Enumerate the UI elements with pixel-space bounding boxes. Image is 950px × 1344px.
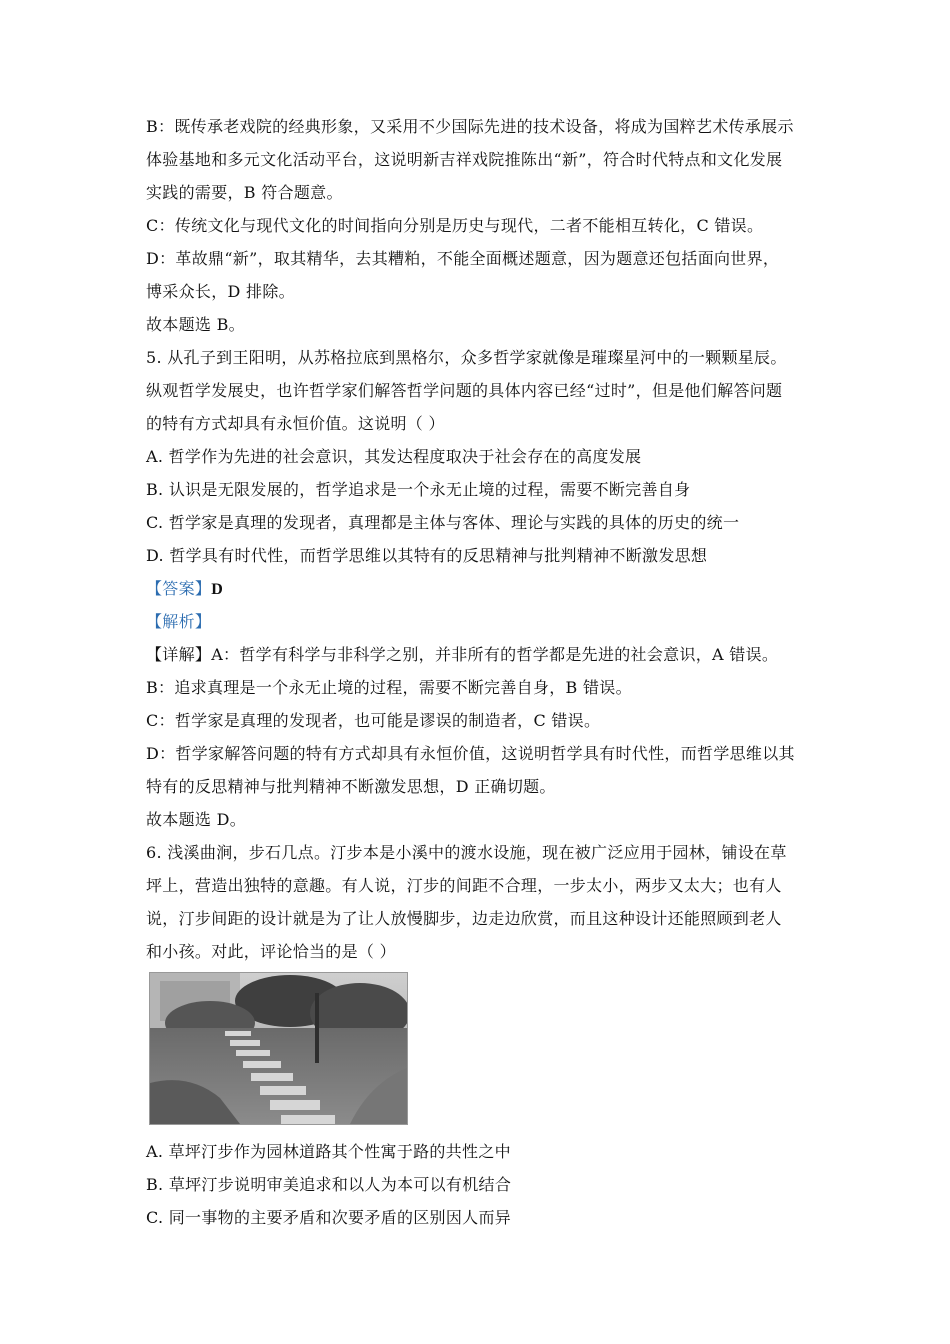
analysis-option-b-cont: 体验基地和多元文化活动平台，这说明新吉祥戏院推陈出“新”，符合时代特点和文化发展 — [146, 150, 783, 169]
question-5-stem-cont: 纵观哲学发展史，也许哲学家们解答哲学问题的具体内容已经“过时”，但是他们解答问题 — [146, 381, 783, 400]
q5-choice-d: D. 哲学具有时代性，而哲学思维以其特有的反思精神与批判精神不断激发思想 — [146, 546, 708, 565]
stepping-stones-photo — [149, 972, 408, 1125]
q5-choice-b: B. 认识是无限发展的，哲学追求是一个永无止境的过程，需要不断完善自身 — [146, 480, 691, 499]
analysis-option-d-end: 博采众长，D 排除。 — [146, 282, 295, 301]
q5-choice-c: C. 哲学家是真理的发现者，真理都是主体与客体、理论与实践的具体的历史的统一 — [146, 513, 740, 532]
answer-value: D — [211, 581, 224, 598]
question-5-stem: 5. 从孔子到王阳明，从苏格拉底到黑格尔，众多哲学家就像是璀璨星河中的一颗颗星辰。 — [146, 348, 787, 367]
q6-choice-b: B. 草坪汀步说明审美追求和以人为本可以有机结合 — [146, 1175, 512, 1194]
analysis-option-b-end: 实践的需要，B 符合题意。 — [146, 183, 343, 202]
conclusion-q5: 故本题选 D。 — [146, 810, 247, 829]
answer-tag: 【答案】 — [146, 579, 212, 598]
question-5-stem-end: 的特有方式却具有永恒价值。这说明（ ） — [146, 414, 445, 433]
answer-line — [146, 579, 223, 600]
analysis-option-c: C：传统文化与现代文化的时间指向分别是历史与现代，二者不能相互转化，C 错误。 — [146, 216, 764, 235]
question-6-stem-cont: 坪上，营造出独特的意趣。有人说，汀步的间距不合理，一步太小，两步又太大；也有人 — [146, 876, 782, 895]
analysis-option-b: B：既传承老戏院的经典形象，又采用不少国际先进的技术设备，将成为国粹艺术传承展示 — [146, 117, 794, 136]
explanation-line — [146, 612, 211, 632]
q5-choice-a: A. 哲学作为先进的社会意识，其发达程度取决于社会存在的高度发展 — [146, 447, 642, 466]
q6-choice-a: A. 草坪汀步作为园林道路其个性寓于路的共性之中 — [146, 1142, 511, 1161]
detail-option-c: C：哲学家是真理的发现者，也可能是谬误的制造者，C 错误。 — [146, 711, 601, 730]
question-6-stem-end: 和小孩。对此，评论恰当的是（ ） — [146, 942, 396, 961]
detail-option-d-end: 特有的反思精神与批判精神不断激发思想，D 正确切题。 — [146, 777, 556, 796]
question-6-stem: 6. 浅溪曲涧，步石几点。汀步本是小溪中的渡水设施，现在被广泛应用于园林，铺设在草 — [146, 843, 787, 862]
q6-choice-c: C. 同一事物的主要矛盾和次要矛盾的区别因人而异 — [146, 1208, 512, 1227]
detail-option-a: 【详解】A：哲学有科学与非科学之别，并非所有的哲学都是先进的社会意识，A 错误。 — [146, 645, 779, 664]
conclusion-q4: 故本题选 B。 — [146, 315, 245, 334]
question-6-stem-cont2: 说，汀步间距的设计就是为了让人放慢脚步，边走边欣赏，而且这种设计还能照顾到老人 — [146, 909, 782, 928]
garden-path-image — [150, 973, 407, 1124]
explanation-tag: 【解析】 — [146, 612, 212, 631]
detail-option-b: B：追求真理是一个永无止境的过程，需要不断完善自身，B 错误。 — [146, 678, 632, 697]
analysis-option-d: D：革故鼎“新”，取其精华，去其糟粕，不能全面概述题意，因为题意还包括面向世界， — [146, 249, 780, 268]
detail-option-d: D：哲学家解答问题的特有方式却具有永恒价值，这说明哲学具有时代性，而哲学思维以其 — [146, 744, 795, 763]
